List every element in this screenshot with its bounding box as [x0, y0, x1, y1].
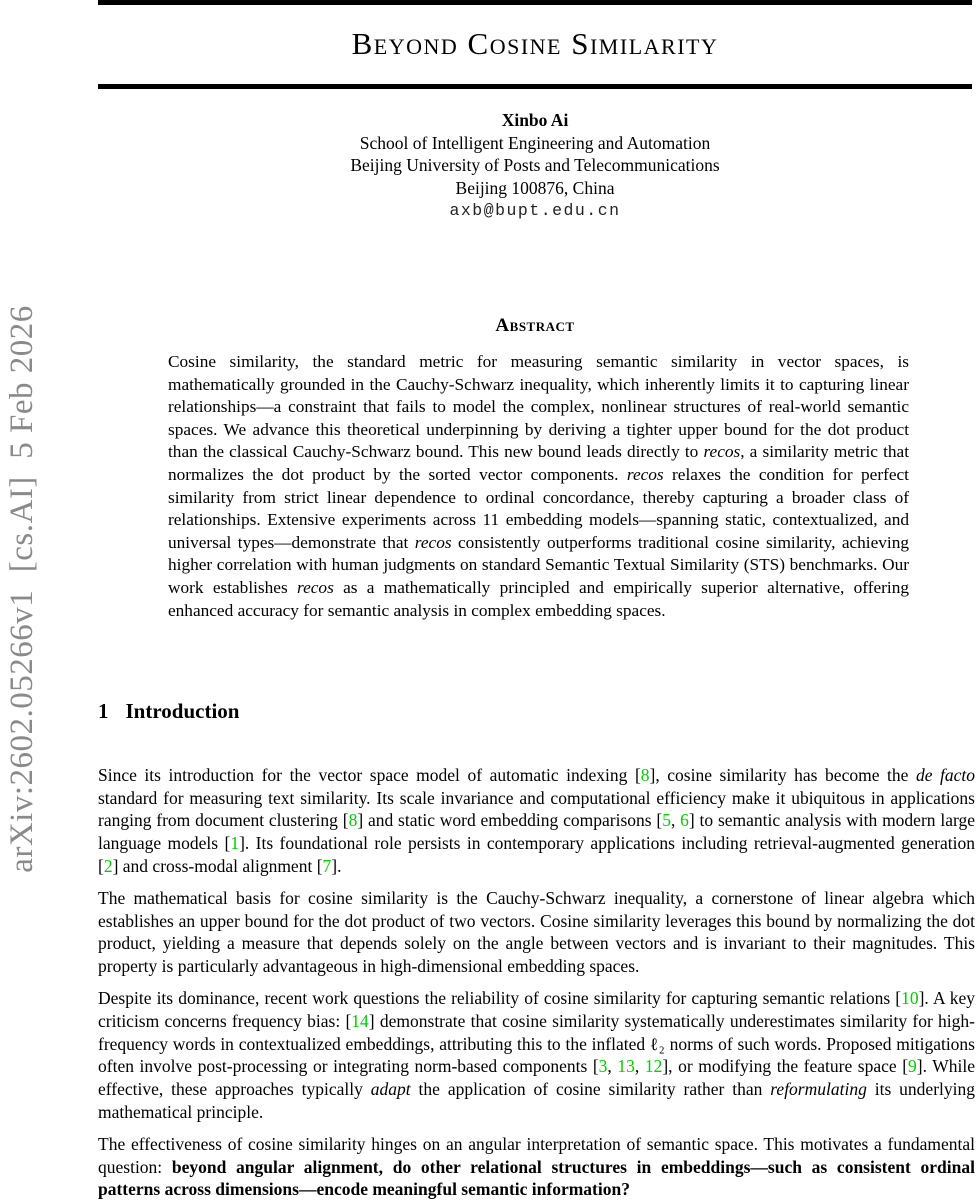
text-segment: its underlying mathematical principle. — [98, 1079, 975, 1122]
text-segment: The effectiveness of cosine similarity hinges on an angular interpretation of semantic space. This motivates a fundamental question: — [98, 1134, 975, 1177]
intro-paragraph-4 — [98, 1133, 975, 1200]
citation-link[interactable]: 14 — [351, 1011, 369, 1032]
text-segment: standard for measuring text similarity. Its scale invariance and computational efficiency make it ubiquitous in applications ranging from document clustering [ — [98, 787, 975, 831]
intro-paragraph-2 — [98, 887, 975, 978]
citation-link[interactable]: 6 — [680, 810, 689, 831]
text-segment: ] and static word embedding comparisons [ — [357, 810, 663, 831]
text-segment: , — [670, 810, 681, 831]
author-email: axb@bupt.edu.cn — [449, 201, 621, 220]
text-segment: ], cosine similarity has become the — [649, 765, 916, 785]
title-rule-bottom — [98, 84, 972, 89]
text-segment: adapt — [370, 1079, 411, 1100]
citation-link[interactable]: 8 — [640, 765, 650, 785]
text-segment: The mathematical basis for cosine similarity is the Cauchy-Schwarz inequality, a cornerstone of linear algebra which establishes an upper bound for the dot product of two vectors. Cosine similarity leverages this bound by normalizing the dot product, yielding a measure that depends solely on the angle between vectors and is invariant to their magnitudes. This property is particularly advantageous in high-dimensional embedding spaces. — [98, 888, 975, 977]
text-segment: the application of cosine similarity rather than — [410, 1079, 771, 1100]
abstract-text — [168, 351, 909, 622]
paper-title: Beyond Cosine Similarity — [351, 26, 719, 61]
text-segment: ]. While effective, these approaches typically — [98, 1056, 976, 1100]
author-block — [98, 109, 972, 223]
text-segment: recos — [703, 442, 741, 462]
text-segment: recos — [297, 577, 334, 597]
intro-paragraph-3 — [98, 987, 975, 1123]
text-segment: , — [607, 1056, 618, 1077]
text-segment: Despite its dominance, recent work questions the reliability of cosine similarity for capturing semantic relations [ — [98, 988, 902, 1009]
text-segment: ] demonstrate that cosine similarity systematically underestimates similarity for high-frequency words in contextualized embeddings, attributing this to the inflated ℓ₂ norms of such words. Proposed mitigations often involve post-processing or integrating norm-based components [ — [98, 1011, 975, 1077]
text-segment: ] and cross-modal alignment [ — [112, 855, 323, 876]
citation-link[interactable]: 2 — [103, 855, 113, 876]
text-segment: ]. Its foundational role persists in contemporary applications including retrieval-augmented generation [ — [98, 833, 975, 876]
text-segment: ]. — [331, 855, 342, 876]
text-segment: ] to semantic analysis with modern large language models [ — [98, 810, 975, 854]
text-segment: Since its introduction for the vector space model of automatic indexing [ — [98, 765, 641, 785]
abstract-heading: Abstract — [495, 315, 575, 336]
text-segment: relaxes the condition for perfect similarity from strict linear dependence to ordinal concordance, thereby capturing a broader class of relationships. Extensive experiments across 11 embedding models—spanning static, contextualized, and universal types—demonstrate that — [168, 464, 909, 552]
citation-link[interactable]: 3 — [598, 1056, 608, 1077]
text-segment: beyond angular alignment, do other relational structures in embeddings—such as consistent ordinal patterns across dimensions—encode meaningful semantic information? — [98, 1156, 975, 1200]
citation-link[interactable]: 9 — [908, 1056, 917, 1077]
citation-link[interactable]: 10 — [901, 988, 919, 1009]
text-segment: consistently outperforms traditional cosine similarity, achieving higher correlation with human judgments on standard Semantic Textual Similarity (STS) benchmarks. Our work establishes — [168, 532, 909, 597]
citation-link[interactable]: 5 — [662, 810, 671, 831]
section-number: 1 — [98, 699, 109, 723]
section-heading-introduction — [98, 699, 239, 724]
text-segment: de facto — [915, 765, 976, 785]
text-segment: , — [634, 1056, 645, 1077]
citation-link[interactable]: 1 — [230, 833, 240, 854]
text-segment: as a mathematically principled and empirically superior alternative, offering enhanced accuracy for semantic analysis in complex embedding spaces. — [168, 577, 909, 620]
citation-link[interactable]: 13 — [617, 1056, 635, 1077]
text-segment: reformulating — [770, 1079, 867, 1100]
author-affiliation-university: Beijing University of Posts and Telecommunications — [350, 155, 720, 175]
section-title: Introduction — [125, 699, 240, 723]
citation-link[interactable]: 8 — [348, 810, 358, 831]
text-segment: , a similarity metric that normalizes the dot product by the sorted vector components. — [168, 442, 909, 484]
citation-link[interactable]: 12 — [644, 1056, 663, 1077]
text-segment: ]. A key criticism concerns frequency bias: [ — [98, 988, 975, 1032]
title-rule-top — [98, 0, 972, 5]
author-affiliation-school: School of Intelligent Engineering and Automation — [359, 132, 711, 153]
text-segment: recos — [414, 532, 452, 552]
text-segment: recos — [626, 464, 664, 484]
author-name: Xinbo Ai — [501, 110, 569, 130]
citation-link[interactable]: 7 — [322, 855, 332, 876]
arxiv-watermark: arXiv:2602.05266v1 [cs.AI] 5 Feb 2026 — [4, 305, 40, 873]
author-affiliation-city: Beijing 100876, China — [455, 177, 615, 198]
introduction-body — [98, 764, 975, 1200]
intro-paragraph-1 — [98, 764, 975, 878]
text-segment: Cosine similarity, the standard metric for measuring semantic similarity in vector spaces, is mathematically grounded in the Cauchy-Schwarz inequality, which inherently limits it to capturing linear relationships—a constraint that fails to model the complex, nonlinear structures of real-world semantic spaces. We advance this theoretical underpinning by deriving a tighter upper bound for the dot product than the classical Cauchy-Schwarz bound. This new bound leads directly to — [168, 352, 909, 462]
text-segment: ], or modifying the feature space [ — [662, 1056, 909, 1077]
